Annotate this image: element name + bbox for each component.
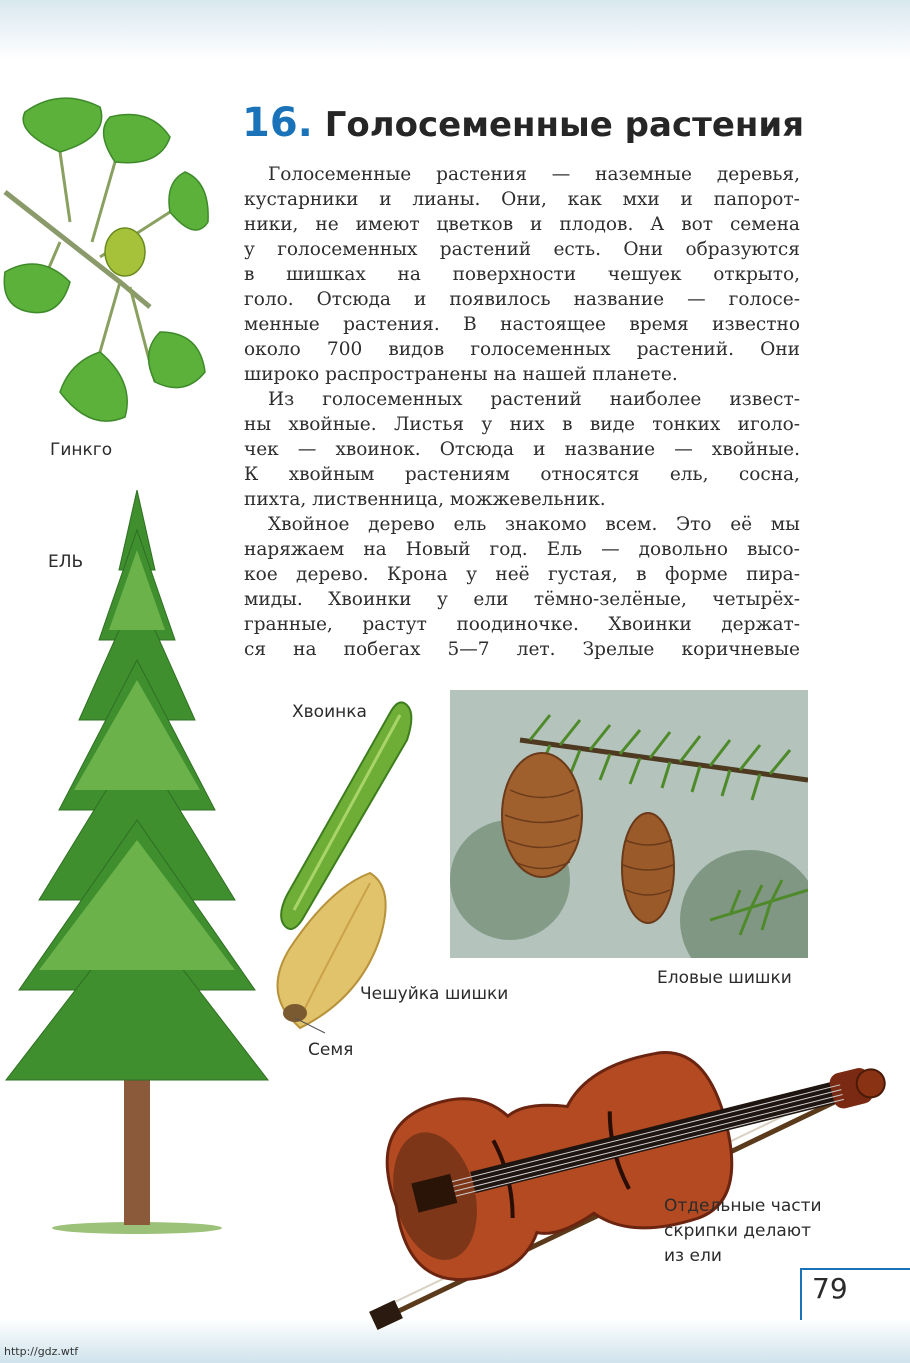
text-line: кое дерево. Крона у неё густая, в форме пира- — [244, 564, 800, 585]
spruce-illustration — [0, 490, 275, 1235]
text-line: кустарники и лианы. Они, как мхи и папорот- — [244, 189, 800, 210]
violin-caption-line-1: Отдельные части — [664, 1196, 822, 1216]
lesson-number: 16. — [242, 100, 313, 146]
violin-caption-line-3: из ели — [664, 1246, 722, 1266]
lesson-title-text: Голосеменные растения — [324, 105, 805, 145]
ginkgo-illustration — [0, 92, 215, 432]
text-line: менные растения. В настоящее время известно — [244, 314, 800, 335]
seed-caption: Семя — [308, 1040, 354, 1060]
text-line: широко распространены на нашей планете. — [244, 364, 678, 385]
ginkgo-caption: Гинкго — [50, 440, 113, 460]
text-line: пихта, лиственница, можжевельник. — [244, 489, 606, 510]
text-line: наряжаем на Новый год. Ель — довольно высо- — [244, 539, 800, 560]
text-line: Голосеменные растения — наземные деревья, — [268, 164, 800, 185]
text-line: у голосеменных растений есть. Они образуются — [244, 239, 800, 260]
text-line: ны хвойные. Листья у них в виде тонких иголо- — [244, 414, 800, 435]
text-line: ники, не имеют цветков и плодов. А вот семена — [244, 214, 800, 235]
spruce-cones-photo — [450, 690, 808, 958]
violin-caption — [664, 1194, 822, 1269]
violin-caption-line-2: скрипки делают — [664, 1221, 811, 1241]
text-line: в шишках на поверхности чешуек открыто, — [244, 264, 800, 285]
text-line: около 700 видов голосеменных растений. Они — [244, 339, 800, 360]
watermark: http://gdz.wtf — [4, 1345, 79, 1358]
body-text — [244, 162, 800, 662]
text-line: Из голосеменных растений наиболее извест- — [268, 389, 800, 410]
top-band — [0, 0, 910, 60]
needle-caption: Хвоинка — [292, 702, 367, 722]
text-line: миды. Хвоинки у ели тёмно-зелёные, четырёх- — [244, 589, 800, 610]
text-line: К хвойным растениям относятся ель, сосна, — [244, 464, 800, 485]
cones-caption: Еловые шишки — [657, 968, 792, 988]
text-line: чек — хвоинок. Отсюда и название — хвойные. — [244, 439, 800, 460]
spruce-caption: ЕЛЬ — [48, 552, 84, 572]
page-number: 79 — [812, 1272, 848, 1305]
lesson-title — [242, 100, 804, 146]
text-line: гранные, растут поодиночке. Хвоинки держат- — [244, 614, 800, 635]
text-line: голо. Отсюда и появилось название — голосе- — [244, 289, 800, 310]
text-line: Хвойное дерево ель знакомо всем. Это её мы — [268, 514, 800, 535]
text-line: ся на побегах 5—7 лет. Зрелые коричневые — [244, 639, 800, 660]
scale-caption: Чешуйка шишки — [360, 984, 509, 1004]
